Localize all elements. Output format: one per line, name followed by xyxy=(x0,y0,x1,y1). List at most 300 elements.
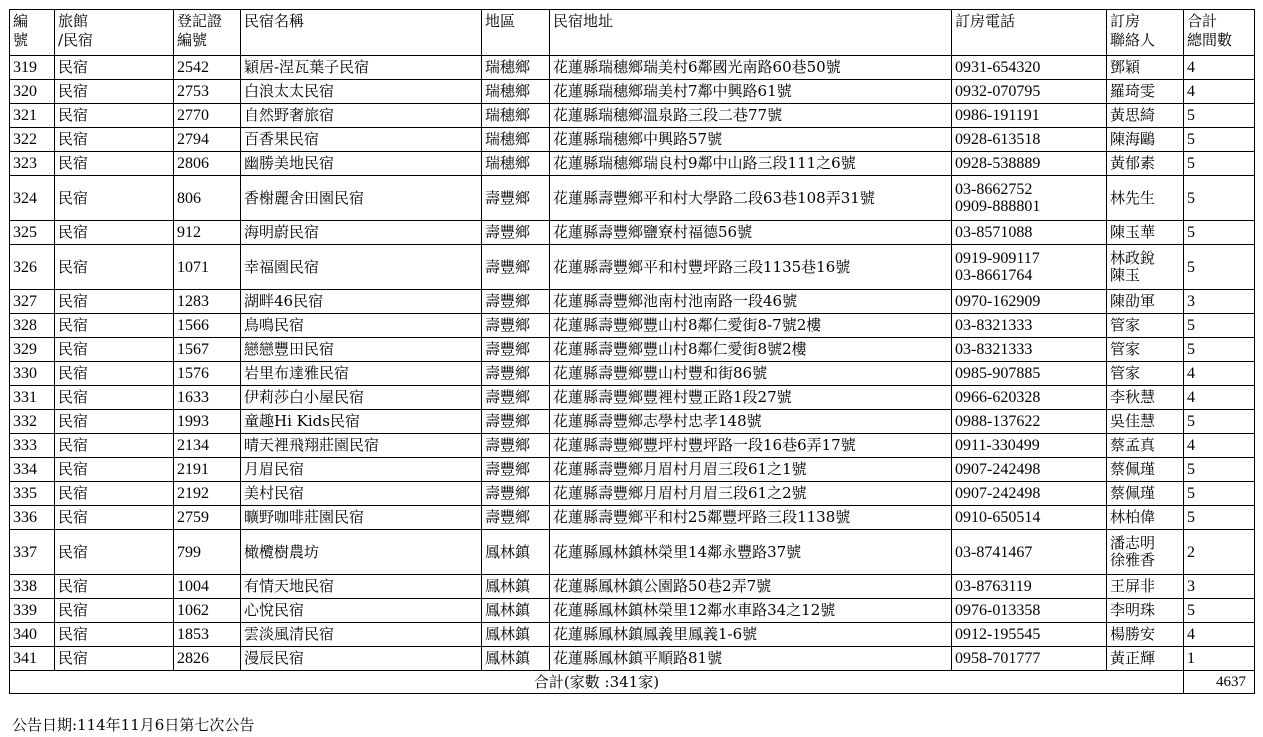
row-contact xyxy=(1107,362,1184,386)
row-license: 2806 xyxy=(174,152,241,176)
phone-number: 0932-070795 xyxy=(955,83,1041,100)
contact-name: 羅琦雯 xyxy=(1110,82,1156,100)
row-contact xyxy=(1107,128,1184,152)
table-row xyxy=(10,647,1255,671)
contact-name: 黃郁素 xyxy=(1110,154,1156,172)
row-name: 有情天地民宿 xyxy=(241,575,482,599)
table-row xyxy=(10,362,1255,386)
row-name: 白浪太太民宿 xyxy=(241,80,482,104)
header-col-area xyxy=(482,10,550,56)
row-license: 2191 xyxy=(174,458,241,482)
row-phone xyxy=(952,362,1107,386)
row-type: 民宿 xyxy=(55,575,174,599)
header-line: /民宿 xyxy=(58,31,94,49)
phone-number: 03-8321333 xyxy=(955,341,1033,358)
row-name: 戀戀豐田民宿 xyxy=(241,338,482,362)
row-license: 1566 xyxy=(174,314,241,338)
row-number: 321 xyxy=(10,104,55,128)
row-contact xyxy=(1107,386,1184,410)
row-license: 2759 xyxy=(174,506,241,530)
row-number: 340 xyxy=(10,623,55,647)
contact-name: 管家 xyxy=(1110,316,1141,334)
row-phone xyxy=(952,623,1107,647)
row-rooms: 2 xyxy=(1184,530,1255,575)
row-contact xyxy=(1107,623,1184,647)
header-line: 總間數 xyxy=(1187,31,1233,49)
row-phone xyxy=(952,386,1107,410)
row-area: 鳳林鎮 xyxy=(482,575,550,599)
row-rooms: 5 xyxy=(1184,152,1255,176)
row-contact xyxy=(1107,245,1184,290)
row-license: 1993 xyxy=(174,410,241,434)
row-address: 花蓮縣鳳林鎮公園路50巷2弄7號 xyxy=(550,575,952,599)
row-address: 花蓮縣壽豐鄉月眉村月眉三段61之2號 xyxy=(550,482,952,506)
row-contact xyxy=(1107,338,1184,362)
phone-number: 0919-909117 xyxy=(955,250,1040,267)
header-line: 合計 xyxy=(1187,12,1218,30)
row-contact xyxy=(1107,599,1184,623)
row-phone xyxy=(952,56,1107,80)
row-type: 民宿 xyxy=(55,434,174,458)
row-type: 民宿 xyxy=(55,152,174,176)
row-license: 1567 xyxy=(174,338,241,362)
row-license: 2753 xyxy=(174,80,241,104)
row-type: 民宿 xyxy=(55,104,174,128)
total-label: 合計(家數 :341家) xyxy=(10,671,1184,694)
row-rooms: 5 xyxy=(1184,245,1255,290)
row-address: 花蓮縣壽豐鄉平和村大學路二段63巷108弄31號 xyxy=(550,176,952,221)
table-row xyxy=(10,458,1255,482)
row-license: 2192 xyxy=(174,482,241,506)
row-number: 327 xyxy=(10,290,55,314)
row-contact xyxy=(1107,80,1184,104)
row-license: 1071 xyxy=(174,245,241,290)
row-number: 328 xyxy=(10,314,55,338)
header-row xyxy=(10,10,1255,56)
row-license: 912 xyxy=(174,221,241,245)
row-type: 民宿 xyxy=(55,176,174,221)
row-area: 瑞穗鄉 xyxy=(482,56,550,80)
phone-number: 03-8741467 xyxy=(955,543,1033,561)
row-license: 2794 xyxy=(174,128,241,152)
row-area: 壽豐鄉 xyxy=(482,434,550,458)
row-number: 323 xyxy=(10,152,55,176)
row-contact xyxy=(1107,458,1184,482)
row-type: 民宿 xyxy=(55,410,174,434)
row-rooms: 4 xyxy=(1184,623,1255,647)
row-phone xyxy=(952,482,1107,506)
table-row xyxy=(10,152,1255,176)
row-contact xyxy=(1107,104,1184,128)
header-line: 訂房電話 xyxy=(955,12,1016,30)
row-type: 民宿 xyxy=(55,80,174,104)
contact-name: 徐雅香 xyxy=(1110,551,1156,569)
header-col-type xyxy=(55,10,174,56)
row-name: 童趣Hi Kids民宿 xyxy=(241,410,482,434)
row-name: 美村民宿 xyxy=(241,482,482,506)
row-contact xyxy=(1107,314,1184,338)
row-name: 自然野奢旅宿 xyxy=(241,104,482,128)
row-number: 341 xyxy=(10,647,55,671)
row-contact xyxy=(1107,410,1184,434)
header-line: 地區 xyxy=(485,12,516,30)
row-number: 335 xyxy=(10,482,55,506)
bnb-registry-table xyxy=(9,9,1255,694)
header-line: 編 xyxy=(13,12,29,30)
row-area: 壽豐鄉 xyxy=(482,221,550,245)
row-area: 壽豐鄉 xyxy=(482,362,550,386)
phone-number: 0910-650514 xyxy=(955,509,1041,526)
row-contact xyxy=(1107,575,1184,599)
row-contact xyxy=(1107,290,1184,314)
phone-number: 03-8321333 xyxy=(955,317,1033,334)
header-line: 號 xyxy=(13,31,29,49)
row-number: 325 xyxy=(10,221,55,245)
row-address: 花蓮縣鳳林鎮平順路81號 xyxy=(550,647,952,671)
table-row xyxy=(10,314,1255,338)
table-row xyxy=(10,575,1255,599)
row-rooms: 5 xyxy=(1184,338,1255,362)
contact-name: 陳玉華 xyxy=(1110,223,1156,241)
row-phone xyxy=(952,458,1107,482)
row-license: 799 xyxy=(174,530,241,575)
row-number: 333 xyxy=(10,434,55,458)
contact-name: 林柏偉 xyxy=(1110,508,1156,526)
row-address: 花蓮縣壽豐鄉平和村25鄰豐坪路三段1138號 xyxy=(550,506,952,530)
header-col-rooms xyxy=(1184,10,1255,56)
row-license: 806 xyxy=(174,176,241,221)
contact-name: 李秋慧 xyxy=(1110,388,1156,406)
contact-name: 陳海鷗 xyxy=(1110,130,1156,148)
row-name: 心悅民宿 xyxy=(241,599,482,623)
row-rooms: 4 xyxy=(1184,434,1255,458)
row-address: 花蓮縣鳳林鎮林榮里12鄰水車路34之12號 xyxy=(550,599,952,623)
row-name: 漫辰民宿 xyxy=(241,647,482,671)
row-phone xyxy=(952,338,1107,362)
row-contact xyxy=(1107,434,1184,458)
row-type: 民宿 xyxy=(55,530,174,575)
row-area: 鳳林鎮 xyxy=(482,647,550,671)
contact-name: 黃正輝 xyxy=(1110,649,1156,667)
row-contact xyxy=(1107,530,1184,575)
row-license: 1062 xyxy=(174,599,241,623)
phone-number: 03-8662752 xyxy=(955,181,1033,198)
row-type: 民宿 xyxy=(55,290,174,314)
contact-name: 蔡佩瑾 xyxy=(1110,460,1156,478)
row-phone xyxy=(952,176,1107,221)
phone-number: 0988-137622 xyxy=(955,413,1041,430)
header-line: 聯絡人 xyxy=(1110,31,1156,49)
total-rooms: 4637 xyxy=(1184,671,1255,694)
row-address: 花蓮縣壽豐鄉豐山村8鄰仁愛街8-7號2樓 xyxy=(550,314,952,338)
table-row xyxy=(10,104,1255,128)
header-col-phone xyxy=(952,10,1107,56)
row-phone xyxy=(952,314,1107,338)
contact-name: 黃思綺 xyxy=(1110,106,1156,124)
row-number: 339 xyxy=(10,599,55,623)
table-row xyxy=(10,386,1255,410)
table-row xyxy=(10,530,1255,575)
phone-number: 0970-162909 xyxy=(955,293,1041,310)
row-license: 2826 xyxy=(174,647,241,671)
row-contact xyxy=(1107,176,1184,221)
announcement-date: 公告日期:114年11月6日第七次公告 xyxy=(12,716,255,734)
row-address: 花蓮縣壽豐鄉平和村豐坪路三段1135巷16號 xyxy=(550,245,952,290)
row-phone xyxy=(952,410,1107,434)
row-license: 1283 xyxy=(174,290,241,314)
row-type: 民宿 xyxy=(55,458,174,482)
table-row xyxy=(10,290,1255,314)
row-name: 海明蔚民宿 xyxy=(241,221,482,245)
row-phone xyxy=(952,599,1107,623)
row-name: 曠野咖啡莊園民宿 xyxy=(241,506,482,530)
row-name: 伊莉莎白小屋民宿 xyxy=(241,386,482,410)
row-number: 337 xyxy=(10,530,55,575)
contact-name: 蔡佩瑾 xyxy=(1110,484,1156,502)
phone-number: 0907-242498 xyxy=(955,485,1041,502)
row-address: 花蓮縣鳳林鎮鳳義里鳳義1-6號 xyxy=(550,623,952,647)
row-rooms: 4 xyxy=(1184,80,1255,104)
row-address: 花蓮縣壽豐鄉豐山村豐和街86號 xyxy=(550,362,952,386)
row-type: 民宿 xyxy=(55,221,174,245)
phone-number: 0958-701777 xyxy=(955,650,1041,667)
contact-name: 鄧穎 xyxy=(1110,58,1141,76)
table-row xyxy=(10,56,1255,80)
contact-name: 林政銳 xyxy=(1110,249,1156,267)
table-row xyxy=(10,506,1255,530)
row-rooms: 5 xyxy=(1184,482,1255,506)
row-contact xyxy=(1107,647,1184,671)
row-phone xyxy=(952,530,1107,575)
table-row xyxy=(10,410,1255,434)
row-phone xyxy=(952,80,1107,104)
contact-name: 潘志明 xyxy=(1110,534,1156,552)
row-type: 民宿 xyxy=(55,386,174,410)
row-address: 花蓮縣壽豐鄉豐裡村豐正路1段27號 xyxy=(550,386,952,410)
row-name: 晴天裡飛翔莊園民宿 xyxy=(241,434,482,458)
row-type: 民宿 xyxy=(55,338,174,362)
phone-number: 0907-242498 xyxy=(955,461,1041,478)
row-number: 336 xyxy=(10,506,55,530)
phone-number: 0931-654320 xyxy=(955,59,1041,76)
row-phone xyxy=(952,506,1107,530)
header-line: 編號 xyxy=(177,31,208,49)
table-row xyxy=(10,623,1255,647)
row-address: 花蓮縣瑞穗鄉溫泉路三段二巷77號 xyxy=(550,104,952,128)
header-line: 民宿地址 xyxy=(553,12,614,30)
contact-name: 林先生 xyxy=(1110,188,1156,207)
row-area: 壽豐鄉 xyxy=(482,482,550,506)
table-row xyxy=(10,245,1255,290)
row-address: 花蓮縣壽豐鄉鹽寮村福德56號 xyxy=(550,221,952,245)
row-address: 花蓮縣壽豐鄉豐山村8鄰仁愛街8號2樓 xyxy=(550,338,952,362)
row-area: 壽豐鄉 xyxy=(482,338,550,362)
row-license: 2770 xyxy=(174,104,241,128)
row-address: 花蓮縣鳳林鎮林榮里14鄰永豐路37號 xyxy=(550,530,952,575)
row-phone xyxy=(952,152,1107,176)
row-address: 花蓮縣壽豐鄉月眉村月眉三段61之1號 xyxy=(550,458,952,482)
row-type: 民宿 xyxy=(55,314,174,338)
contact-name: 王屏非 xyxy=(1110,577,1156,595)
row-area: 壽豐鄉 xyxy=(482,176,550,221)
row-type: 民宿 xyxy=(55,599,174,623)
table-row xyxy=(10,128,1255,152)
row-license: 1853 xyxy=(174,623,241,647)
row-area: 壽豐鄉 xyxy=(482,506,550,530)
row-type: 民宿 xyxy=(55,56,174,80)
contact-name: 管家 xyxy=(1110,364,1141,382)
contact-name: 楊勝安 xyxy=(1110,625,1156,643)
contact-name: 陳玉 xyxy=(1110,266,1141,284)
phone-number: 03-8763119 xyxy=(955,578,1032,595)
phone-number: 0909-888801 xyxy=(955,198,1041,215)
total-row xyxy=(10,671,1255,694)
table-row xyxy=(10,80,1255,104)
row-address: 花蓮縣瑞穗鄉瑞美村7鄰中興路61號 xyxy=(550,80,952,104)
row-rooms: 5 xyxy=(1184,458,1255,482)
row-number: 319 xyxy=(10,56,55,80)
table-row xyxy=(10,434,1255,458)
row-type: 民宿 xyxy=(55,623,174,647)
row-rooms: 5 xyxy=(1184,176,1255,221)
row-area: 壽豐鄉 xyxy=(482,290,550,314)
row-contact xyxy=(1107,506,1184,530)
header-line: 旅館 xyxy=(58,12,89,30)
phone-number: 0928-538889 xyxy=(955,155,1041,172)
row-rooms: 5 xyxy=(1184,410,1255,434)
row-license: 1004 xyxy=(174,575,241,599)
phone-number: 0976-013358 xyxy=(955,602,1041,619)
row-area: 瑞穗鄉 xyxy=(482,128,550,152)
row-number: 332 xyxy=(10,410,55,434)
row-phone xyxy=(952,434,1107,458)
row-number: 326 xyxy=(10,245,55,290)
row-number: 320 xyxy=(10,80,55,104)
row-contact xyxy=(1107,56,1184,80)
row-rooms: 4 xyxy=(1184,386,1255,410)
row-rooms: 3 xyxy=(1184,290,1255,314)
row-area: 鳳林鎮 xyxy=(482,530,550,575)
row-rooms: 5 xyxy=(1184,128,1255,152)
header-col-number xyxy=(10,10,55,56)
row-phone xyxy=(952,104,1107,128)
row-number: 324 xyxy=(10,176,55,221)
row-phone xyxy=(952,575,1107,599)
row-name: 鳥鳴民宿 xyxy=(241,314,482,338)
row-type: 民宿 xyxy=(55,245,174,290)
row-license: 2542 xyxy=(174,56,241,80)
row-address: 花蓮縣壽豐鄉志學村忠孝148號 xyxy=(550,410,952,434)
header-col-address xyxy=(550,10,952,56)
row-name: 湖畔46民宿 xyxy=(241,290,482,314)
row-area: 瑞穗鄉 xyxy=(482,80,550,104)
row-address: 花蓮縣瑞穗鄉瑞良村9鄰中山路三段111之6號 xyxy=(550,152,952,176)
table-row xyxy=(10,221,1255,245)
row-address: 花蓮縣瑞穗鄉中興路57號 xyxy=(550,128,952,152)
phone-number: 03-8661764 xyxy=(955,267,1033,284)
row-phone xyxy=(952,290,1107,314)
header-col-name xyxy=(241,10,482,56)
header-col-license xyxy=(174,10,241,56)
header-line: 登記證 xyxy=(177,12,223,30)
row-number: 329 xyxy=(10,338,55,362)
row-rooms: 1 xyxy=(1184,647,1255,671)
row-address: 花蓮縣壽豐鄉豐坪村豐坪路一段16巷6弄17號 xyxy=(550,434,952,458)
row-number: 322 xyxy=(10,128,55,152)
row-contact xyxy=(1107,221,1184,245)
header-line: 訂房 xyxy=(1110,12,1141,30)
row-type: 民宿 xyxy=(55,362,174,386)
row-area: 瑞穗鄉 xyxy=(482,152,550,176)
phone-number: 0966-620328 xyxy=(955,389,1041,406)
row-area: 壽豐鄉 xyxy=(482,410,550,434)
row-number: 331 xyxy=(10,386,55,410)
row-name: 岩里布達雅民宿 xyxy=(241,362,482,386)
row-type: 民宿 xyxy=(55,506,174,530)
row-area: 鳳林鎮 xyxy=(482,599,550,623)
row-address: 花蓮縣壽豐鄉池南村池南路一段46號 xyxy=(550,290,952,314)
row-type: 民宿 xyxy=(55,482,174,506)
contact-name: 陳劭軍 xyxy=(1110,292,1156,310)
phone-number: 03-8571088 xyxy=(955,224,1033,241)
phone-number: 0912-195545 xyxy=(955,626,1041,643)
row-contact xyxy=(1107,152,1184,176)
contact-name: 蔡孟真 xyxy=(1110,436,1156,454)
row-phone xyxy=(952,128,1107,152)
row-name: 穎居-涅瓦葉子民宿 xyxy=(241,56,482,80)
row-rooms: 5 xyxy=(1184,104,1255,128)
row-rooms: 5 xyxy=(1184,599,1255,623)
table-row xyxy=(10,482,1255,506)
row-name: 月眉民宿 xyxy=(241,458,482,482)
header-col-contact xyxy=(1107,10,1184,56)
row-area: 壽豐鄉 xyxy=(482,245,550,290)
row-type: 民宿 xyxy=(55,128,174,152)
row-name: 幸福園民宿 xyxy=(241,245,482,290)
header-line: 民宿名稱 xyxy=(244,12,305,30)
row-area: 壽豐鄉 xyxy=(482,458,550,482)
row-address: 花蓮縣瑞穗鄉瑞美村6鄰國光南路60巷50號 xyxy=(550,56,952,80)
row-rooms: 5 xyxy=(1184,506,1255,530)
row-name: 百香果民宿 xyxy=(241,128,482,152)
table-header xyxy=(10,10,1255,56)
contact-name: 管家 xyxy=(1110,340,1141,358)
row-license: 2134 xyxy=(174,434,241,458)
row-name: 幽勝美地民宿 xyxy=(241,152,482,176)
row-area: 壽豐鄉 xyxy=(482,386,550,410)
phone-number: 0986-191191 xyxy=(955,107,1040,124)
table-row xyxy=(10,176,1255,221)
row-license: 1633 xyxy=(174,386,241,410)
row-phone xyxy=(952,647,1107,671)
row-rooms: 4 xyxy=(1184,56,1255,80)
row-area: 瑞穗鄉 xyxy=(482,104,550,128)
row-rooms: 5 xyxy=(1184,221,1255,245)
row-number: 330 xyxy=(10,362,55,386)
row-number: 334 xyxy=(10,458,55,482)
row-name: 香榭麗舍田園民宿 xyxy=(241,176,482,221)
table-body xyxy=(10,56,1255,671)
row-rooms: 3 xyxy=(1184,575,1255,599)
row-phone xyxy=(952,245,1107,290)
table-row xyxy=(10,599,1255,623)
table-row xyxy=(10,338,1255,362)
contact-name: 李明珠 xyxy=(1110,601,1156,619)
row-name: 雲淡風清民宿 xyxy=(241,623,482,647)
row-license: 1576 xyxy=(174,362,241,386)
row-rooms: 5 xyxy=(1184,314,1255,338)
row-name: 橄欖樹農坊 xyxy=(241,530,482,575)
